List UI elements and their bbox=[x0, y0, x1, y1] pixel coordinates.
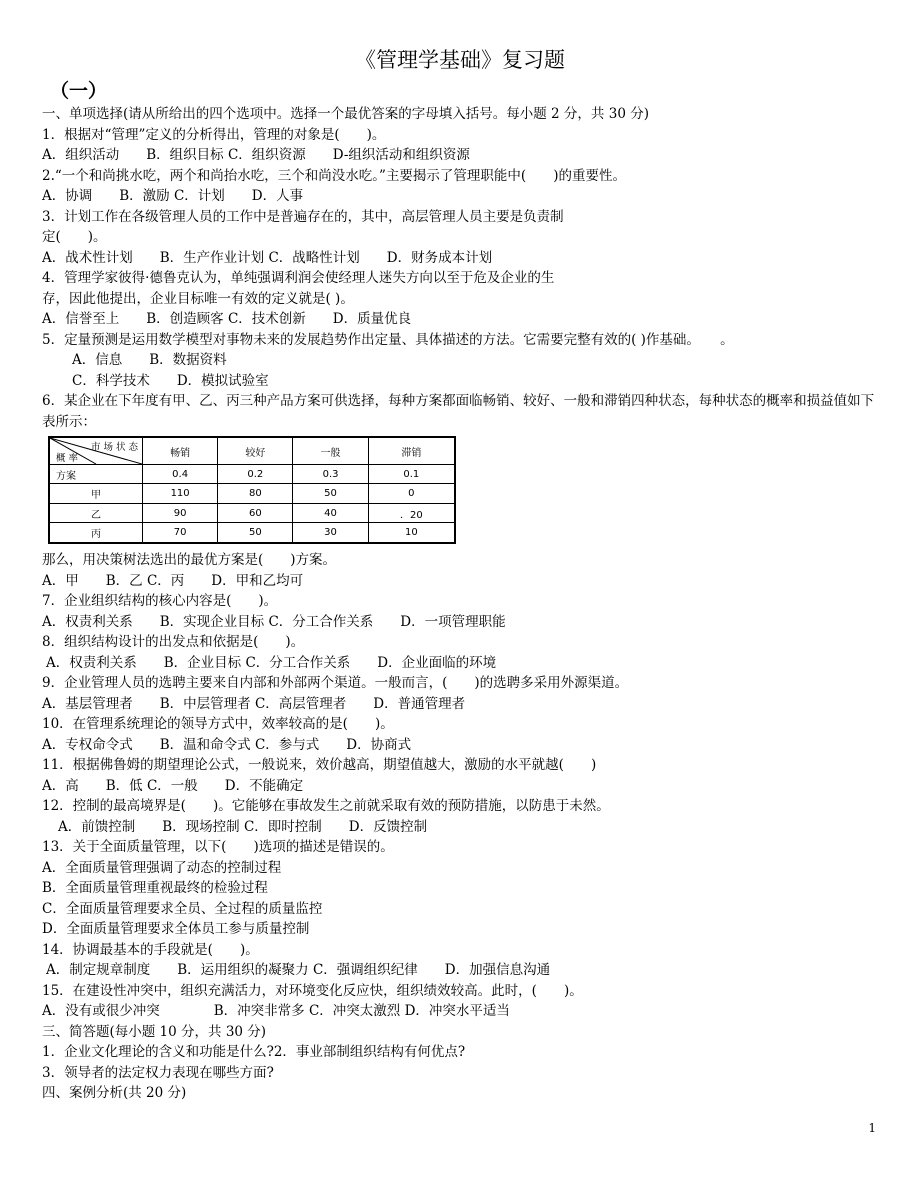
table-cell: 0.1 bbox=[368, 465, 455, 484]
table-cell: 50 bbox=[293, 484, 368, 503]
table-cell: 60 bbox=[218, 503, 293, 522]
table-header-cell: 畅销 bbox=[143, 437, 218, 465]
answer-options: A．信息 B．数据资料 bbox=[72, 352, 227, 368]
table-cell: 0.4 bbox=[143, 465, 218, 484]
question-text: 5．定量预测是运用数学模型对事物未来的发展趋势作出定量、具体描述的方法。它需要完整有效的( )作基础。 。 bbox=[42, 331, 734, 348]
question-text: 那么，用决策树法选出的最优方案是( )方案。 bbox=[42, 552, 337, 568]
answer-option: D．全面质量管理要求全体员工参与质量控制 bbox=[42, 921, 310, 937]
answer-options: C．科学技术 D．模拟试验室 bbox=[72, 372, 269, 389]
answer-options: A．制定规章制度 B．运用组织的凝聚力 C．强调组织纪律 D．加强信息沟通 bbox=[46, 962, 551, 978]
table-cell: 30 bbox=[293, 523, 368, 543]
answer-options: A．基层管理者 B．中层管理者 C．高层管理者 D．普通管理者 bbox=[42, 695, 466, 712]
page-number: 1 bbox=[868, 1121, 876, 1135]
answer-options: A．高 B．低 C．一般 D．不能确定 bbox=[42, 777, 304, 794]
table-header-cell: 一般 bbox=[293, 437, 368, 465]
document-body bbox=[42, 104, 878, 1104]
table-cell: 90 bbox=[143, 503, 218, 522]
answer-options: A．权责利关系 B．企业目标 C．分工合作关系 D．企业面临的环境 bbox=[46, 654, 497, 671]
answer-options: A．没有或很少冲突 B．冲突非常多 C．冲突太激烈 D．冲突水平适当 bbox=[42, 1003, 510, 1019]
section-label: （一） bbox=[50, 80, 108, 102]
answer-options: A．协调 B．激励 C．计划 D．人事 bbox=[42, 188, 304, 204]
answer-options: A．权责利关系 B．实现企业目标 C．分工合作关系 D．一项管理职能 bbox=[42, 613, 506, 630]
question-text: 10．在管理系统理论的领导方式中，效率较高的是( )。 bbox=[42, 716, 394, 732]
header-plan: 方案 bbox=[49, 465, 143, 484]
answer-options: A．前馈控制 B．现场控制 C．即时控制 D．反馈控制 bbox=[58, 818, 428, 835]
answer-options: A．专权命令式 B．温和命令式 C．参与式 D．协商式 bbox=[42, 736, 412, 753]
answer-options: A．甲 B．乙 C．丙 D．甲和乙均可 bbox=[42, 572, 304, 589]
question-text: 8．组织结构设计的出发点和依据是( )。 bbox=[42, 634, 305, 650]
table-cell: 40 bbox=[293, 503, 368, 522]
question-text: 3．领导者的法定权力表现在哪些方面? bbox=[42, 1064, 274, 1081]
table-header-cell: 滞销 bbox=[368, 437, 455, 465]
answer-options: A．信誉至上 B．创造顾客 C．技术创新 D．质量优良 bbox=[42, 311, 412, 327]
question-text: 13．关于全面质量管理，以下( )选项的描述是错误的。 bbox=[42, 839, 394, 855]
question-text: 4．管理学家彼得·德鲁克认为，单纯强调利润会使经理人迷失方向以至于危及企业的生 bbox=[42, 270, 555, 286]
payoff-table-container bbox=[48, 436, 456, 546]
question-text: 6．某企业在下年度有甲、乙、丙三种产品方案可供选择，每种方案都面临畅销、较好、一般和滞销四种状态，每种状态的概率和损益值如下表所示： bbox=[42, 393, 875, 430]
table-cell: 70 bbox=[143, 523, 218, 543]
table-cell: 10 bbox=[368, 523, 455, 543]
answer-option: C．全面质量管理要求全员、全过程的质量监控 bbox=[42, 900, 323, 917]
question-text: 15．在建设性冲突中，组织充满活力，对环境变化反应快，组织绩效较高。此时，( )。 bbox=[42, 982, 583, 999]
question-text: 定( )。 bbox=[42, 229, 107, 245]
answer-options: A．战术性计划 B．生产作业计划 C．战略性计划 D．财务成本计划 bbox=[42, 249, 493, 266]
answer-option: A．全面质量管理强调了动态的控制过程 bbox=[42, 859, 282, 876]
table-header-cell: 较好 bbox=[218, 437, 293, 465]
table-cell: ．20 bbox=[368, 503, 455, 522]
question-text: 1．企业文化理论的含义和功能是什么?2．事业部制组织结构有何优点? bbox=[42, 1044, 466, 1060]
answer-options: A．组织活动 B．组织目标 C．组织资源 D-组织活动和组织资源 bbox=[42, 147, 470, 163]
question-text: 7．企业组织结构的核心内容是( )。 bbox=[42, 593, 278, 609]
question-text: 1．根据对“管理”定义的分析得出，管理的对象是( )。 bbox=[42, 126, 386, 143]
section-heading: 四、案例分析(共 20 分) bbox=[42, 1085, 187, 1101]
question-text: 12．控制的最高境界是( )。它能够在事故发生之前就采取有效的预防措施，以防患于未然。 bbox=[42, 798, 610, 814]
table-cell: 50 bbox=[218, 523, 293, 543]
question-text: 存，因此他提出，企业目标唯一有效的定义就是( )。 bbox=[42, 290, 354, 307]
table-cell: 0.2 bbox=[218, 465, 293, 484]
header-market-state: 市 场 状 态 bbox=[90, 442, 138, 453]
page-title: 《管理学基础》复习题 bbox=[355, 48, 565, 72]
question-text: 2.“一个和尚挑水吃，两个和尚抬水吃，三个和尚没水吃。”主要揭示了管理职能中( )的重要性。 bbox=[42, 167, 626, 184]
table-cell: 0 bbox=[368, 484, 455, 503]
section-heading: 一、单项选择(请从所给出的四个选项中。选择一个最优答案的字母填入括号。每小题 2 分，共 30 分) bbox=[42, 106, 649, 122]
diagonal-header-cell bbox=[49, 437, 143, 465]
question-text: 11．根据佛鲁姆的期望理论公式，一般说来，效价越高，期望值越大，激励的水平就越( ) bbox=[42, 757, 597, 773]
table-cell-plan: 乙 bbox=[49, 503, 143, 522]
table-row bbox=[49, 484, 455, 503]
header-probability: 概 率 bbox=[56, 453, 79, 464]
table-header-row bbox=[49, 437, 455, 465]
table-cell: 80 bbox=[218, 484, 293, 503]
table-cell: 110 bbox=[143, 484, 218, 503]
question-text: 9．企业管理人员的选聘主要来自内部和外部两个渠道。一般而言，( )的选聘多采用外源渠道。 bbox=[42, 675, 629, 691]
table-cell-plan: 甲 bbox=[49, 484, 143, 503]
table-row bbox=[49, 503, 455, 522]
payoff-table bbox=[48, 436, 456, 544]
table-row-probability bbox=[49, 465, 455, 484]
question-text: 3．计划工作在各级管理人员的工作中是普遍存在的，其中，高层管理人员主要是负责制 bbox=[42, 208, 564, 225]
table-cell-plan: 丙 bbox=[49, 523, 143, 543]
answer-option: B．全面质量管理重视最终的检验过程 bbox=[42, 880, 268, 896]
table-cell: 0.3 bbox=[293, 465, 368, 484]
table-row bbox=[49, 523, 455, 543]
section-heading: 三、简答题(每小题 10 分，共 30 分) bbox=[42, 1023, 267, 1040]
question-text: 14．协调最基本的手段就是( )。 bbox=[42, 941, 259, 958]
